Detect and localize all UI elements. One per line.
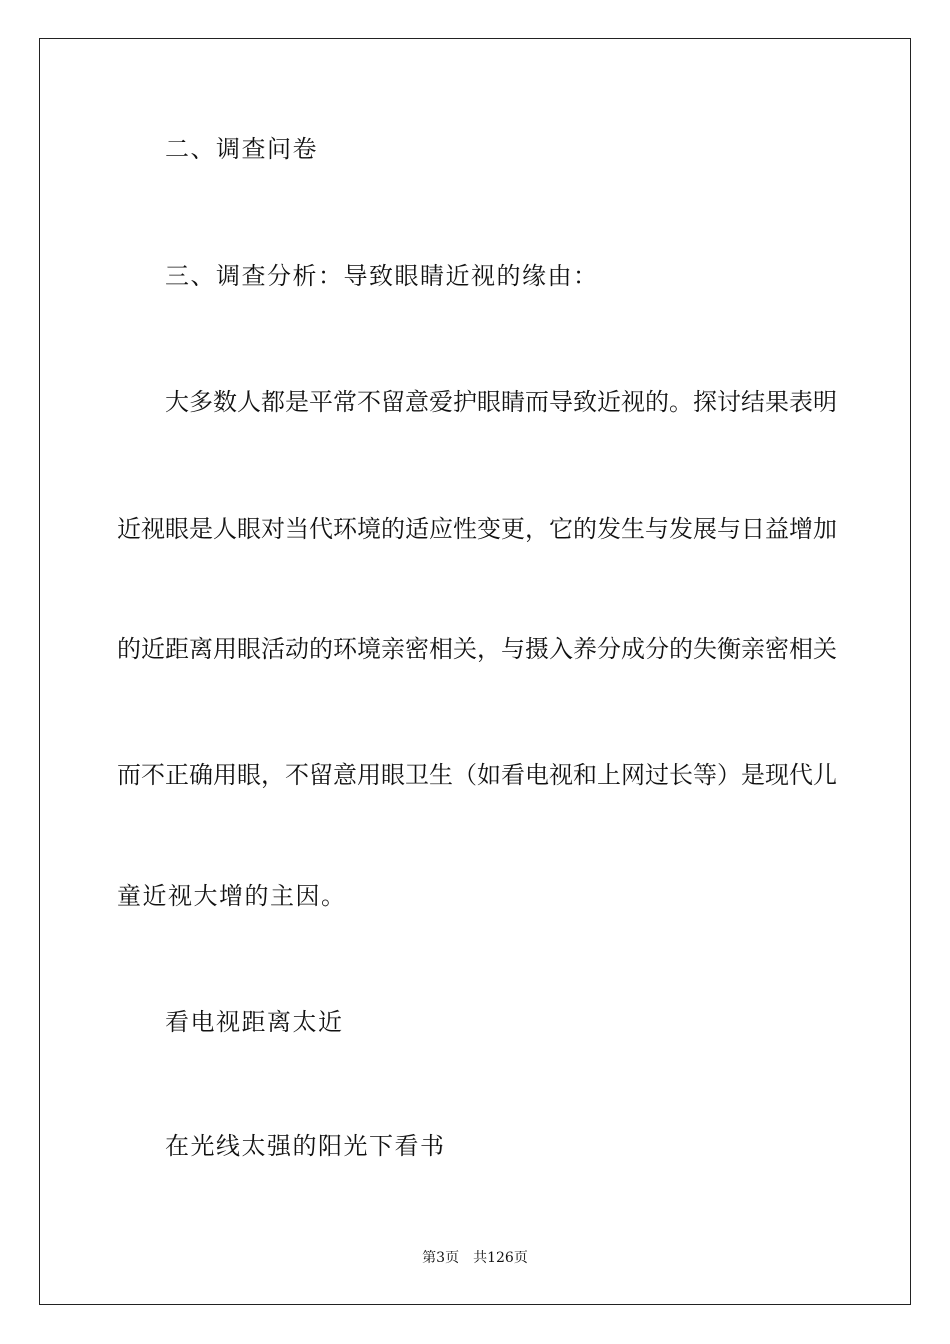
page-footer	[0, 1249, 950, 1267]
list-item: 看电视距离太近	[165, 1008, 344, 1036]
page-total: 共126页	[473, 1250, 528, 1266]
paragraph-line: 童近视大增的主因。	[117, 882, 347, 910]
page-border	[39, 38, 911, 1305]
page-number: 第3页	[422, 1250, 460, 1266]
paragraph-line: 近视眼是人眼对当代环境的适应性变更，它的发生与发展与日益增加	[117, 515, 837, 543]
list-item: 在光线太强的阳光下看书	[165, 1132, 446, 1160]
paragraph-line: 大多数人都是平常不留意爱护眼睛而导致近视的。探讨结果表明	[165, 388, 837, 416]
paragraph-line: 而不正确用眼，不留意用眼卫生（如看电视和上网过长等）是现代儿	[117, 761, 837, 789]
section-heading-questionnaire: 二、调查问卷	[165, 135, 318, 163]
paragraph-line: 的近距离用眼活动的环境亲密相关，与摄入养分成分的失衡亲密相关	[117, 635, 837, 663]
section-heading-analysis: 三、调查分析：导致眼睛近视的缘由：	[165, 262, 599, 290]
